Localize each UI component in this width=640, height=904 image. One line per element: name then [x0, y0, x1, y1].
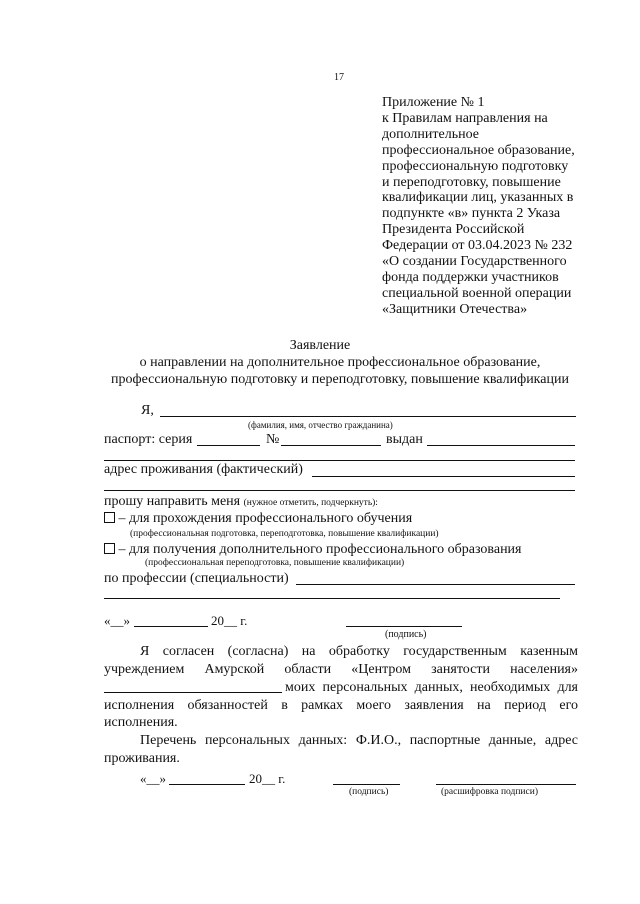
- appendix-line: фонда поддержки участников: [382, 269, 559, 285]
- footer-decoding-hint: (расшифровка подписи): [441, 787, 538, 797]
- option-2-label: – для получения дополнительного профессионального образования: [118, 542, 522, 557]
- footer-date-day[interactable]: «__»: [140, 771, 166, 786]
- passport-series-field[interactable]: [197, 445, 260, 446]
- option-1-label: – для прохождения профессионального обучения: [118, 511, 413, 526]
- signature-field[interactable]: [346, 626, 462, 627]
- footer-signature-field[interactable]: [333, 784, 400, 785]
- personal-data-list-line-1: Перечень персональных данных: Ф.И.О., паспортные данные, адрес: [140, 733, 578, 748]
- date-day[interactable]: «__»: [104, 613, 130, 628]
- appendix-line: Президента Российской: [382, 222, 525, 238]
- consent-line-4: исполнения обязанностей в рамках моего заявления на период его: [104, 698, 578, 713]
- blank-line[interactable]: [104, 598, 560, 599]
- date-month-field[interactable]: [134, 626, 208, 627]
- fio-hint: (фамилия, имя, отчество гражданина): [248, 420, 393, 430]
- profession-field[interactable]: [296, 584, 575, 585]
- appendix-line: и переподготовку, повышение: [382, 174, 561, 190]
- document-title: Заявление: [289, 338, 351, 353]
- passport-label: паспорт: серия: [104, 432, 193, 447]
- consent-line-5: исполнения.: [104, 715, 178, 730]
- appendix-line: дополнительное: [382, 126, 479, 142]
- consent-blank-field[interactable]: [104, 692, 282, 693]
- footer-signature-hint: (подпись): [349, 787, 389, 797]
- title-line-2: профессиональную подготовку и переподготовку, повышение квалификации: [111, 372, 569, 387]
- issued-label: выдан: [386, 432, 423, 447]
- blank-line[interactable]: [104, 490, 575, 491]
- appendix-line: квалификации лиц, указанных в: [382, 190, 574, 206]
- appendix-line: «О создании Государственного: [382, 254, 567, 270]
- passport-number-field[interactable]: [281, 445, 381, 446]
- blank-line[interactable]: [104, 460, 575, 461]
- address-label: адрес проживания (фактический): [104, 462, 303, 477]
- request-line: [104, 494, 378, 510]
- date-year: 20__ г.: [211, 613, 248, 628]
- title-line-1: о направлении на дополнительное профессиональное образование,: [139, 355, 541, 370]
- appendix-line: профессиональное образование,: [382, 142, 575, 158]
- request-hint: (нужное отметить, подчеркнуть):: [243, 498, 378, 508]
- issued-field[interactable]: [427, 445, 575, 446]
- profession-label: по профессии (специальности): [104, 571, 289, 586]
- appendix-line: «Защитники Отечества»: [382, 301, 528, 317]
- page-number: 17: [334, 72, 344, 83]
- option-1-checkbox[interactable]: [104, 512, 115, 523]
- passport-number-label: №: [266, 432, 280, 447]
- footer-decoding-field[interactable]: [436, 784, 576, 785]
- consent-line-3: моих персональных данных, необходимых для: [285, 680, 578, 695]
- appendix-line: Приложение № 1: [382, 95, 485, 110]
- signature-hint: (подпись): [385, 629, 427, 640]
- appendix-line: к Правилам направления на: [382, 110, 548, 126]
- option-2-checkbox[interactable]: [104, 543, 115, 554]
- appendix-line: специальной военной операции: [382, 285, 572, 301]
- footer-date-year: 20__ г.: [249, 771, 286, 786]
- consent-line-1: Я согласен (согласна) на обработку государственным казенным: [140, 644, 578, 659]
- option-2[interactable]: [104, 542, 522, 558]
- option-1-hint: (профессиональная подготовка, переподготовка, повышение квалификации): [130, 529, 439, 539]
- personal-data-list-line-2: проживания.: [104, 751, 180, 766]
- appendix-line: Федерации от 03.04.2023 № 232: [382, 238, 573, 254]
- fio-field[interactable]: [160, 416, 576, 417]
- appendix-block: [382, 95, 632, 318]
- appendix-line: подпункте «в» пункта 2 Указа: [382, 206, 561, 222]
- request-label: прошу направить меня: [104, 494, 241, 509]
- ya-label: Я,: [141, 403, 154, 418]
- option-2-hint: (профессиональная переподготовка, повышение квалификации): [145, 558, 405, 568]
- option-1[interactable]: [104, 511, 412, 527]
- consent-line-2: учреждением Амурской области «Центром занятости населения»: [104, 662, 578, 677]
- footer-date-month-field[interactable]: [169, 784, 245, 785]
- appendix-line: профессиональную подготовку: [382, 158, 569, 174]
- address-field[interactable]: [312, 476, 575, 477]
